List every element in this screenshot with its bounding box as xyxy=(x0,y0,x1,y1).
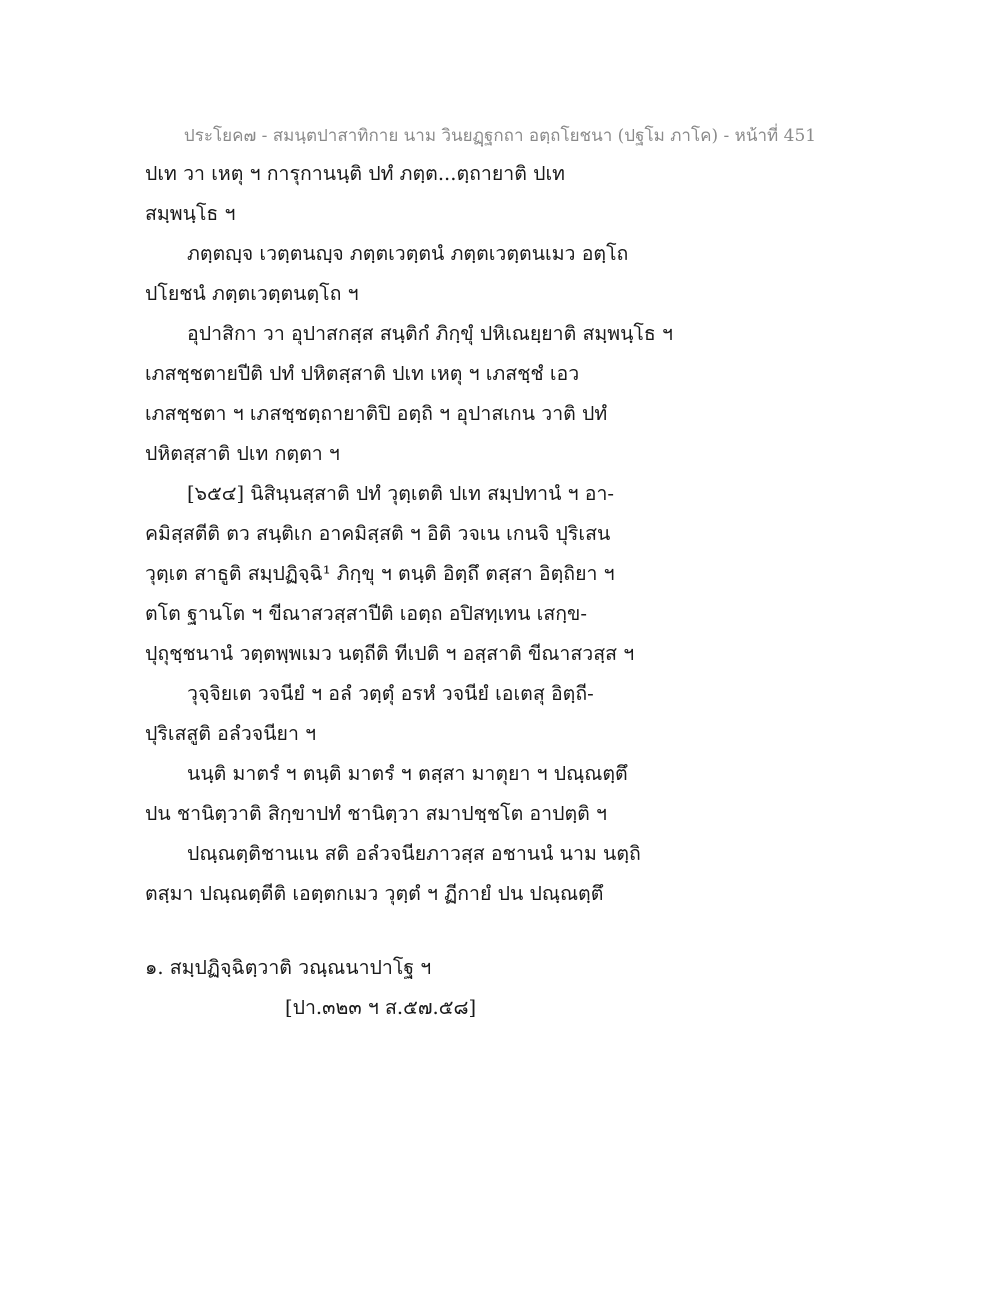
text-line: นนฺติ มาตรํ ฯ ตนฺติ มาตรํ ฯ ตสฺสา มาตุยา ฯ ปณฺณตฺตึ xyxy=(187,762,628,785)
text-line: ปโยชนํ ภตฺตเวตฺตนตฺโถ ฯ xyxy=(145,282,359,305)
text-line: ปุริเสสูติ อลํวจนียา ฯ xyxy=(145,722,317,745)
text-line: วุจฺจิยเต วจนียํ ฯ อลํ วตฺตุํ อรหํ วจนียํ เอเตสุ อิตฺถี- xyxy=(187,682,594,705)
text-line: ปุถุชฺชนานํ วตฺตพฺพเมว นตฺถีติ ทีเปติ ฯ อสฺสาติ ขีณาสวสฺส ฯ xyxy=(145,642,635,665)
text-line: สมฺพนฺโธ ฯ xyxy=(145,202,236,225)
footnote-1: ๑. สมฺปฏิจฺฉิตฺวาติ วณฺณนาปาโฐ ฯ xyxy=(145,956,432,979)
text-line: อุปาสิกา วา อุปาสกสฺส สนฺติกํ ภิกฺขุํ ปหิเณยฺยาติ สมฺพนฺโธ ฯ xyxy=(187,322,673,345)
text-line: [๖๕๔] นิสินฺนสฺสาติ ปทํ วุตฺเตติ ปเท สมฺปทานํ ฯ อา- xyxy=(187,482,615,505)
text-line: เภสชฺชตายปีติ ปทํ ปหิตสฺสาติ ปเท เหตุ ฯ เภสชฺชํ เอว xyxy=(145,362,580,385)
text-line: ปณฺณตฺติชานเน สติ อลํวจนียภาวสฺส อชานนํ นาม นตฺถิ xyxy=(187,842,641,865)
text-line: ตสฺมา ปณฺณตฺตีติ เอตฺตกเมว วุตฺตํ ฯ ฏีกายํ ปน ปณฺณตฺตึ xyxy=(145,882,604,905)
page-reference: [ปา.๓๒๓ ฯ ส.๕๗.๕๘] xyxy=(285,996,477,1019)
text-line: ปหิตสฺสาติ ปเท กตฺตา ฯ xyxy=(145,442,340,465)
text-line: ปเท วา เหตุ ฯ การุกานนฺติ ปทํ ภตฺต...ตฺถายาติ ปเท xyxy=(145,162,565,185)
text-line: คมิสฺสตีติ ตว สนฺติเก อาคมิสฺสติ ฯ อิติ วจเน เกนจิ ปุริเสน xyxy=(145,522,611,545)
body-text xyxy=(145,156,865,916)
text-line: ตโต ฐานโต ฯ ขีณาสวสฺสาปีติ เอตฺถ อปิสทฺเทน เสกฺข- xyxy=(145,602,587,625)
text-line: เภสชฺชตา ฯ เภสชฺชตฺถายาติปิ อตฺถิ ฯ อุปาสเกน วาติ ปทํ xyxy=(145,402,608,425)
text-line: ปน ชานิตฺวาติ สิกฺขาปทํ ชานิตฺวา สมาปชฺชโต อาปตฺติ ฯ xyxy=(145,802,607,825)
running-header: ประโยค๗ - สมนฺตปาสาทิกาย นาม วินยฏฺฐกถา อตฺถโยชนา (ปฐโม ภาโค) - หน้าที่ 451 xyxy=(183,126,817,146)
footnotes xyxy=(145,950,865,1030)
text-line: วุตฺเต สาธูติ สมฺปฏิจฺฉิ¹ ภิกฺขุ ฯ ตนฺติ อิตฺถึ ตสฺสา อิตฺถิยา ฯ xyxy=(145,562,615,585)
text-line: ภตฺตญฺจ เวตฺตนญฺจ ภตฺตเวตฺตนํ ภตฺตเวตฺตนเมว อตฺโถ xyxy=(187,242,629,265)
